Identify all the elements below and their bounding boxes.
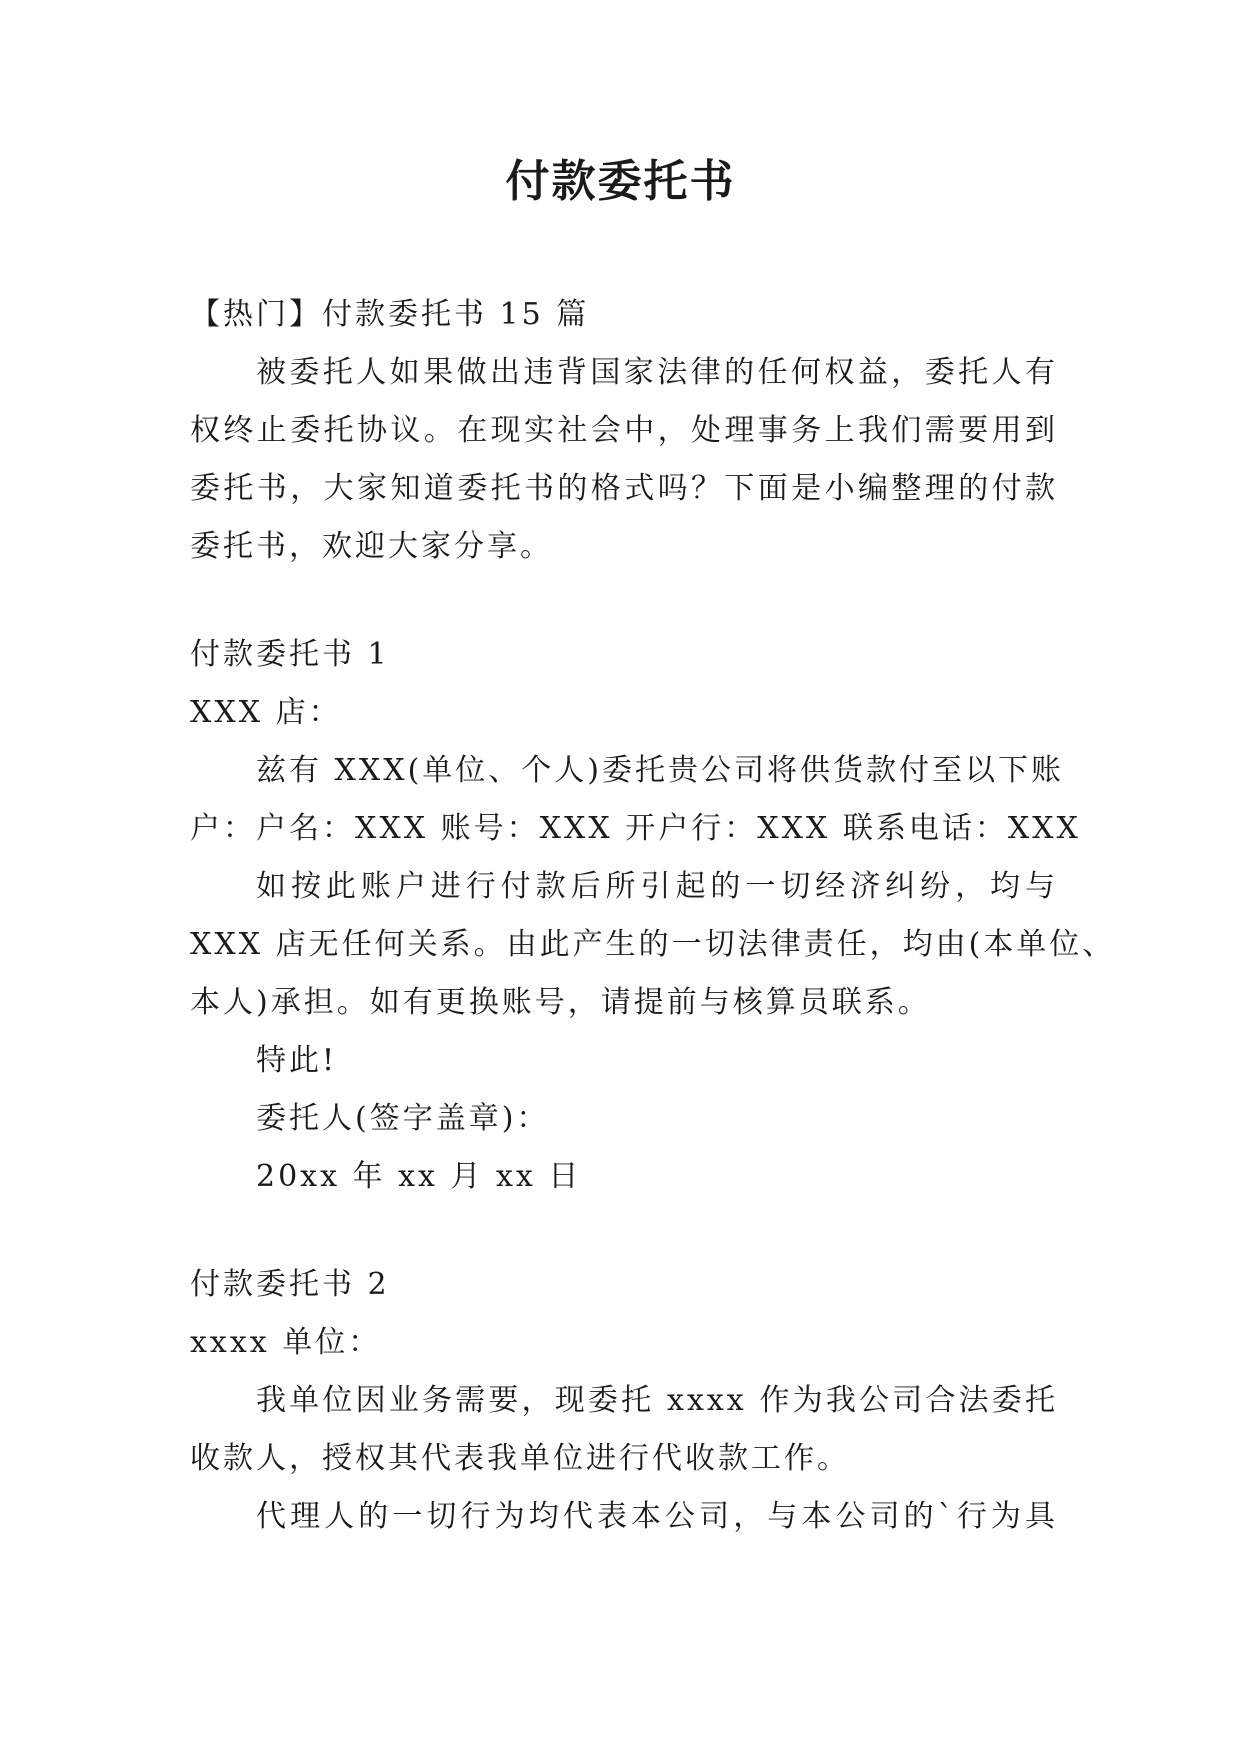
section-gap <box>190 576 1058 626</box>
intro-paragraph-line: 委托书，大家知道委托书的格式吗？下面是小编整理的付款 <box>190 471 1058 506</box>
intro-heading: 【热门】付款委托书 15 篇 <box>190 297 590 332</box>
document-body <box>190 286 1116 1546</box>
paragraph-line: XXX 店无任何关系。由此产生的一切法律责任，均由(本单位、 <box>190 927 1116 962</box>
paragraph-line: 收款人，授权其代表我单位进行代收款工作。 <box>190 1441 850 1476</box>
addressee: XXX 店： <box>190 695 342 730</box>
section-gap <box>190 1206 1058 1256</box>
section-heading: 付款委托书 2 <box>190 1267 390 1302</box>
intro-paragraph-line: 权终止委托协议。在现实社会中，处理事务上我们需要用到 <box>190 413 1058 448</box>
signature-line: 委托人(签字盖章)： <box>256 1101 550 1136</box>
section-heading: 付款委托书 1 <box>190 637 390 672</box>
addressee: xxxx 单位： <box>190 1325 382 1360</box>
paragraph-line: 本人)承担。如有更换账号，请提前与核算员联系。 <box>190 985 931 1020</box>
paragraph-line: 我单位因业务需要，现委托 xxxx 作为我公司合法委托 <box>256 1383 1058 1418</box>
document-title: 付款委托书 <box>505 156 736 207</box>
paragraph-line: 兹有 XXX(单位、个人)委托贵公司将供货款付至以下账 <box>256 753 1065 788</box>
closing-line: 特此! <box>256 1043 338 1078</box>
intro-paragraph-line: 被委托人如果做出违背国家法律的任何权益，委托人有 <box>256 355 1058 390</box>
paragraph-line: 户：户名：XXX 账号：XXX 开户行：XXX 联系电话：XXX <box>190 811 1081 846</box>
date-line: 20xx 年 xx 月 xx 日 <box>256 1159 582 1194</box>
intro-paragraph-line: 委托书，欢迎大家分享。 <box>190 529 553 564</box>
paragraph-line: 如按此账户进行付款后所引起的一切经济纠纷，均与 <box>256 869 1058 904</box>
paragraph-line: 代理人的一切行为均代表本公司，与本公司的`行为具 <box>256 1499 1058 1534</box>
